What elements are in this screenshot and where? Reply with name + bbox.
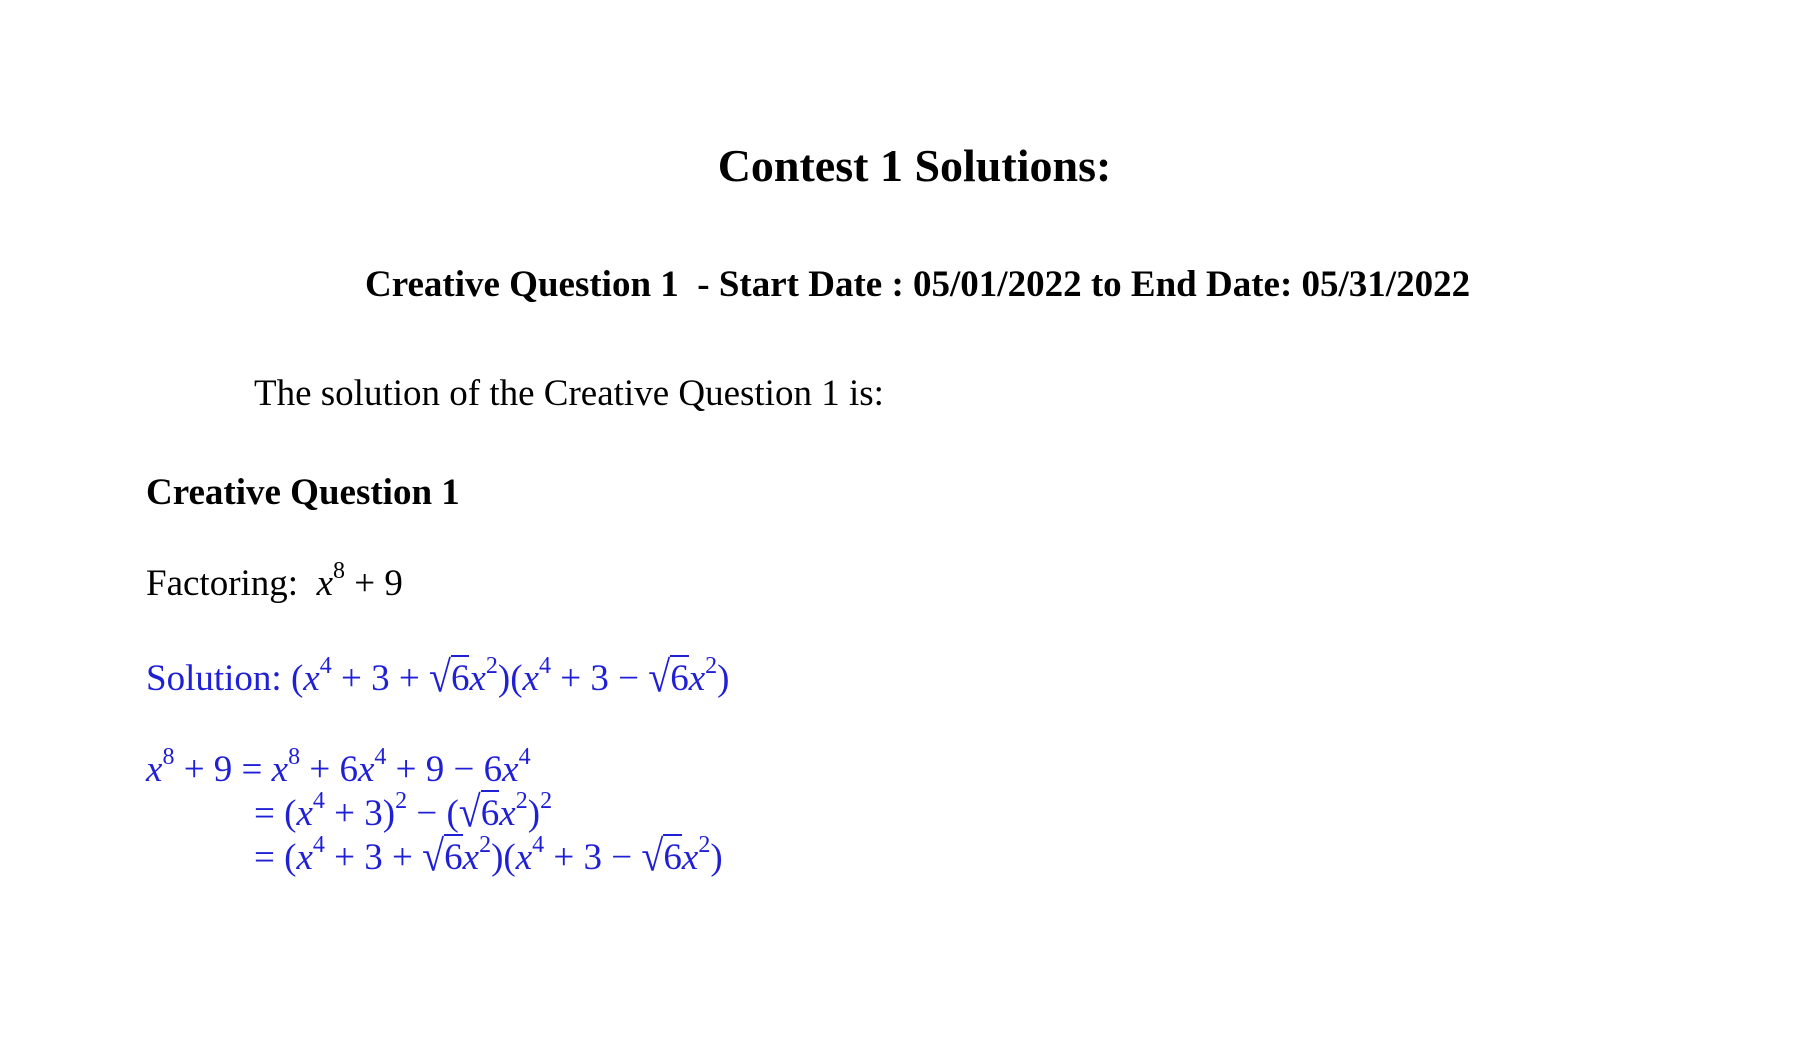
derivation-step-2: = $(x^4 + 3)^2$ − ( √ $6x^2)^2$ <box>254 786 553 837</box>
page-title: Contest 1 Solutions: <box>717 140 1112 191</box>
solution-answer <box>146 651 730 703</box>
derivation-step-3: = ($x^4 + 3$ + √ $6x^2)(x^4 + 3$ − √ $6x^2$) <box>254 830 723 881</box>
solution-expression: ($x^4 + 3$ + √ $6x^2)(x^4 + 3$ − √ $6x^2$) <box>290 651 730 702</box>
solution-derivation <box>146 743 723 881</box>
section-heading: Creative Question 1 <box>146 472 460 513</box>
derivation-step-1: $x^8 + 9 = x^8 + 6x^4 + 9 - 6x^4$ <box>146 743 531 790</box>
problem-expression: $x^8 + 9$ <box>316 557 403 604</box>
intro-text: The solution of the Creative Question 1 is: <box>254 373 884 414</box>
problem-statement <box>146 557 403 608</box>
question-date-range: Creative Question 1 - Start Date : 05/01/2022 to End Date: 05/31/2022 <box>365 264 1471 305</box>
problem-label: Factoring: <box>146 563 299 604</box>
solution-label: Solution: <box>146 658 282 699</box>
